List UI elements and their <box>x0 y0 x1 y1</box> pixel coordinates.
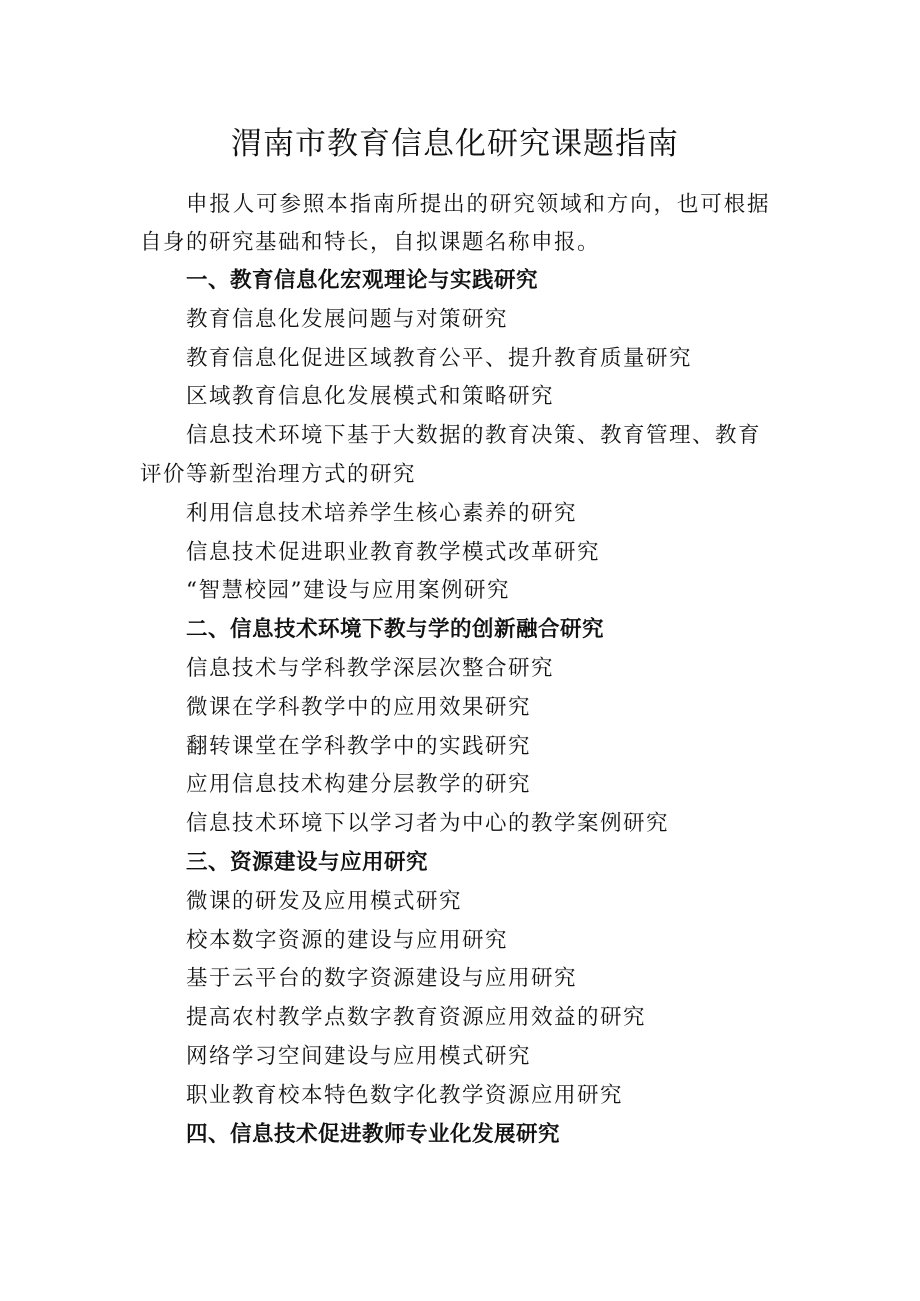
section-item: 提高农村教学点数字教育资源应用效益的研究 <box>186 1005 647 1031</box>
section <box>140 844 770 1116</box>
section <box>140 611 770 844</box>
section-item: 应用信息技术构建分层教学的研究 <box>186 772 532 798</box>
section-item: 基于云平台的数字资源建设与应用研究 <box>186 966 578 992</box>
section-item: 利用信息技术培养学生核心素养的研究 <box>186 500 578 526</box>
section-item: 信息技术与学科教学深层次整合研究 <box>186 655 555 681</box>
section-heading: 四、信息技术促进教师专业化发展研究 <box>186 1121 561 1147</box>
section-item: 职业教育校本特色数字化教学资源应用研究 <box>186 1082 624 1108</box>
section-item: 校本数字资源的建设与应用研究 <box>186 927 509 953</box>
section-item: 微课的研发及应用模式研究 <box>186 888 463 914</box>
section-item-list <box>140 650 770 844</box>
section-item: 教育信息化促进区域教育公平、提升教育质量研究 <box>186 345 693 371</box>
document-title: 渭南市教育信息化研究课题指南 <box>231 126 679 162</box>
section-item: 信息技术环境下基于大数据的教育决策、教育管理、教育评价等新型治理方式的研究 <box>140 423 762 487</box>
section-item: 翻转课堂在学科教学中的实践研究 <box>186 733 532 759</box>
section-heading: 三、资源建设与应用研究 <box>186 849 429 875</box>
intro-paragraph: 申报人可参照本指南所提出的研究领域和方向，也可根据自身的研究基础和特长，自拟课题名称申报。 <box>140 192 770 255</box>
section-item: 网络学习空间建设与应用模式研究 <box>186 1043 532 1069</box>
section-item-list <box>140 301 770 611</box>
section-item: “智慧校园”建设与应用案例研究 <box>186 578 510 604</box>
sections-container <box>140 262 770 1154</box>
section-heading: 二、信息技术环境下教与学的创新融合研究 <box>186 617 605 643</box>
section-item: 教育信息化发展问题与对策研究 <box>186 306 509 332</box>
section <box>140 1116 770 1155</box>
section-item: 微课在学科教学中的应用效果研究 <box>186 694 532 720</box>
section-item: 信息技术促进职业教育教学模式改革研究 <box>186 539 601 565</box>
section-heading: 一、教育信息化宏观理论与实践研究 <box>186 268 539 293</box>
section-item: 区域教育信息化发展模式和策略研究 <box>186 384 555 410</box>
section <box>140 262 770 611</box>
section-item: 信息技术环境下以学习者为中心的教学案例研究 <box>186 811 670 837</box>
section-item-list <box>140 883 770 1116</box>
